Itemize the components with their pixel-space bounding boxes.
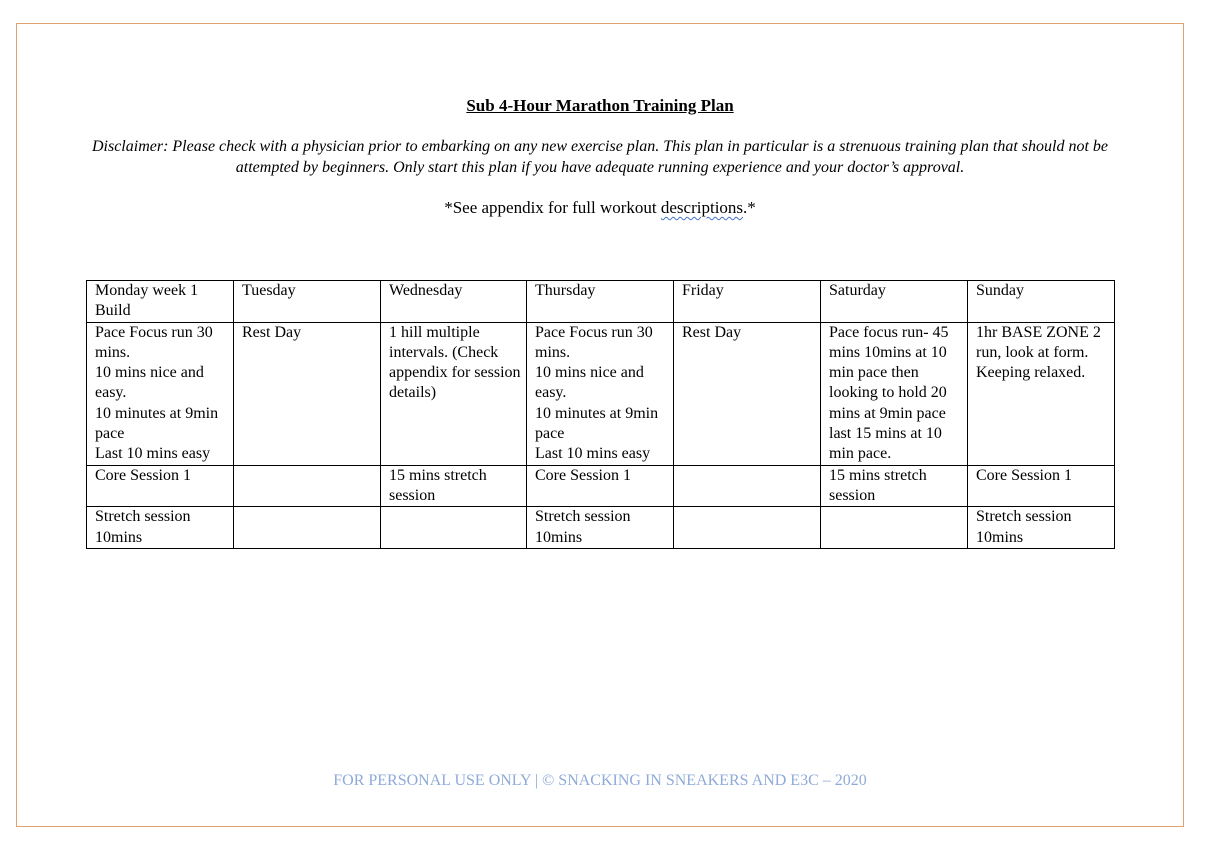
header-cell-wednesday: Wednesday — [381, 281, 527, 323]
table-cell — [234, 465, 381, 507]
disclaimer-text: Disclaimer: Please check with a physician prior to embarking on any new exercise plan. This plan in particular is a strenuous training plan that should not be attempted by beginners. Only start this plan if you have adequate running experience and your doctor’s approval. — [91, 138, 1109, 176]
table-cell: Pace focus run- 45 mins 10mins at 10 min pace then looking to hold 20 mins at 9min pace last 15 mins at 10 min pace. — [821, 322, 968, 465]
table-cell: Core Session 1 — [527, 465, 674, 507]
document-title: Sub 4-Hour Marathon Training Plan — [466, 96, 734, 115]
header-cell-sunday: Sunday — [968, 281, 1115, 323]
table-cell — [674, 507, 821, 549]
table-cell: Pace Focus run 30 mins. 10 mins nice and easy. 10 minutes at 9min pace Last 10 mins easy — [527, 322, 674, 465]
table-cell — [674, 465, 821, 507]
table-row — [87, 322, 1115, 465]
table-cell: 1 hill multiple intervals. (Check appendix for session details) — [381, 322, 527, 465]
appendix-note-prefix: *See appendix for full workout — [444, 198, 661, 217]
header-cell-friday: Friday — [674, 281, 821, 323]
copyright-footer: FOR PERSONAL USE ONLY | © SNACKING IN SNEAKERS AND E3C – 2020 — [333, 772, 867, 789]
appendix-note — [0, 198, 1200, 218]
appendix-note-suffix: .* — [743, 198, 756, 217]
table-cell: 15 mins stretch session — [821, 465, 968, 507]
table-cell: Rest Day — [674, 322, 821, 465]
table-row — [87, 465, 1115, 507]
table-cell: Stretch session 10mins — [968, 507, 1115, 549]
table-cell: 1hr BASE ZONE 2 run, look at form. Keeping relaxed. — [968, 322, 1115, 465]
table-cell: Core Session 1 — [968, 465, 1115, 507]
header-cell-thursday: Thursday — [527, 281, 674, 323]
table-cell: Core Session 1 — [87, 465, 234, 507]
training-plan-table — [86, 280, 1115, 549]
table-row — [87, 507, 1115, 549]
table-header-row — [87, 281, 1115, 323]
table-cell — [234, 507, 381, 549]
table-cell — [821, 507, 968, 549]
header-cell-monday: Monday week 1 Build — [87, 281, 234, 323]
table-cell: Stretch session 10mins — [87, 507, 234, 549]
table-cell — [381, 507, 527, 549]
table-cell: Rest Day — [234, 322, 381, 465]
table-cell: 15 mins stretch session — [381, 465, 527, 507]
table-cell: Pace Focus run 30 mins. 10 mins nice and easy. 10 minutes at 9min pace Last 10 mins easy — [87, 322, 234, 465]
header-cell-tuesday: Tuesday — [234, 281, 381, 323]
header-cell-saturday: Saturday — [821, 281, 968, 323]
table-cell: Stretch session 10mins — [527, 507, 674, 549]
spellcheck-flagged-word: descriptions — [660, 198, 744, 217]
